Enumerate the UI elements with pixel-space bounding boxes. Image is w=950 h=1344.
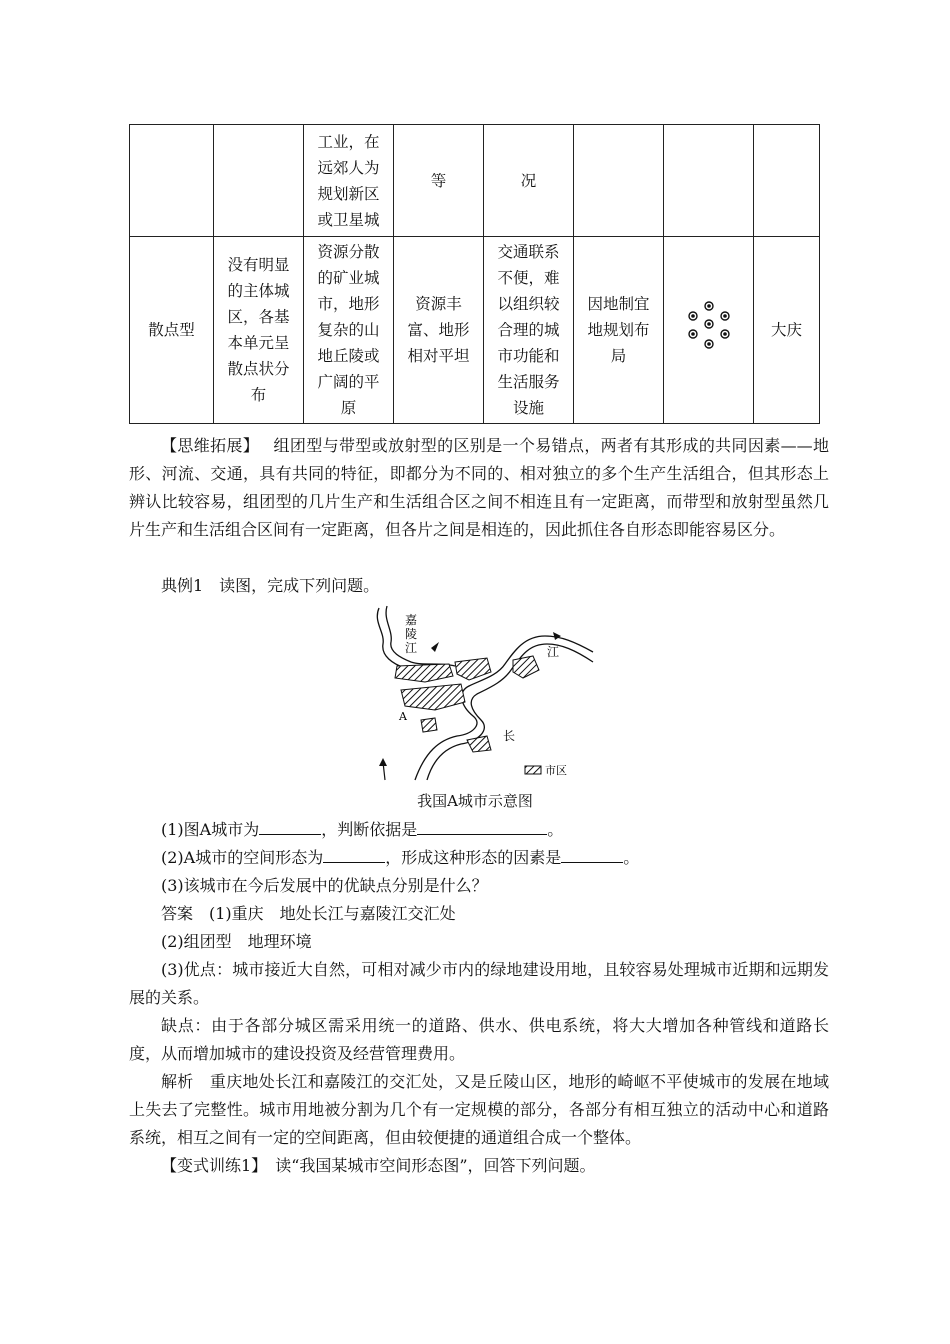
cell-distribution: 资源分散 的矿业城 市，地形 复杂的山 地丘陵或 广阔的平 原 — [304, 237, 394, 424]
label-jia: 嘉 — [405, 613, 418, 627]
example-title: 典例1 读图，完成下列问题。 — [161, 576, 380, 595]
answer-2: (2)组团型 地理环境 — [161, 932, 312, 951]
cell-type: 散点型 — [130, 237, 214, 424]
cell-feature — [214, 125, 304, 237]
cell-advantage: 等 — [394, 125, 484, 237]
city-a-map — [365, 602, 595, 782]
label-ling: 陵 — [405, 627, 418, 641]
cell-measure — [574, 125, 664, 237]
cell-distribution: 工业，在 远郊人为 规划新区 或卫星城 — [304, 125, 394, 237]
label-chang: 长 — [503, 729, 516, 743]
city-form-table — [129, 124, 820, 424]
thinking-label: 【思维拓展】 — [161, 436, 260, 455]
answer-blank[interactable] — [259, 818, 321, 835]
cell-example: 大庆 — [754, 237, 820, 424]
answer-blank[interactable] — [323, 846, 385, 863]
label-jiang2: 江 — [547, 645, 560, 659]
question-2: (2)A城市的空间形态为 ，形成这种形态的因素是 。 — [161, 848, 640, 867]
legend-swatch — [525, 766, 541, 774]
arrow-head-icon — [553, 632, 561, 640]
arrow-head-icon — [379, 758, 387, 766]
answer-blank[interactable] — [417, 818, 547, 835]
answer-blank[interactable] — [561, 846, 623, 863]
cell-example — [754, 125, 820, 237]
answer-1: 答案 (1)重庆 地处长江与嘉陵江交汇处 — [161, 904, 456, 923]
arrow-head-icon — [431, 642, 439, 652]
cell-advantage: 资源丰 富、地形 相对平坦 — [394, 237, 484, 424]
cell-diagram — [664, 125, 754, 237]
urban-areas — [395, 656, 539, 752]
answer-4: 缺点：由于各部分城区需采用统一的道路、供水、供电系统，将大大增加各种管线和道路长度，从而增加城市的建设投资及经营管理费用。 — [129, 1016, 829, 1063]
scattered-dots-icon — [682, 299, 736, 353]
table-row — [130, 125, 820, 237]
analysis: 解析 重庆地处长江和嘉陵江的交汇处，又是丘陵山区，地形的崎岖不平使城市的发展在地域上失去了完整性。城市用地被分割为几个有一定规模的部分，各部分有相互独立的活动中心和道路系统，相互之间有一定的空间距离，但由较便捷的通道组合成一个整体。 — [129, 1072, 829, 1147]
legend-label: 市区 — [545, 764, 567, 777]
label-jiang1: 江 — [405, 641, 418, 655]
thinking-text: 组团型与带型或放射型的区别是一个易错点，两者有其形成的共同因素——地形、河流、交通，具有共同的特征，即都分为不同的、相对独立的多个生产生活组合，但其形态上辨认比较容易，组团型的几片生产和生活组合区之间不相连且有一定距离，而带型和放射型虽然几片生产和生活组合区间有一定距离，但各片之间是相连的，因此抓住各自形态即能容易区分。 — [129, 436, 829, 539]
map-caption: 我国A城市示意图 — [417, 792, 533, 810]
cell-type — [130, 125, 214, 237]
answer-3: (3)优点：城市接近大自然，可相对减少市内的绿地建设用地，且较容易处理城市近期和远期发展的关系。 — [129, 960, 829, 1007]
cell-disadvantage: 交通联系 不便，难 以组织较 合理的城 市功能和 生活服务 设施 — [484, 237, 574, 424]
question-3: (3)该城市在今后发展中的优缺点分别是什么？ — [161, 876, 488, 895]
cell-measure: 因地制宜 地规划布 局 — [574, 237, 664, 424]
variant-training: 【变式训练1】 读“我国某城市空间形态图”，回答下列问题。 — [161, 1156, 596, 1175]
table-row — [130, 237, 820, 424]
cell-disadvantage: 况 — [484, 125, 574, 237]
thinking-extension — [129, 432, 829, 544]
example-body — [129, 816, 829, 1180]
cell-diagram — [664, 237, 754, 424]
question-1: (1)图A城市为 ，判断依据是 。 — [161, 820, 564, 839]
cell-feature: 没有明显 的主体城 区，各基 本单元呈 散点状分 布 — [214, 237, 304, 424]
label-a: A — [399, 710, 407, 723]
